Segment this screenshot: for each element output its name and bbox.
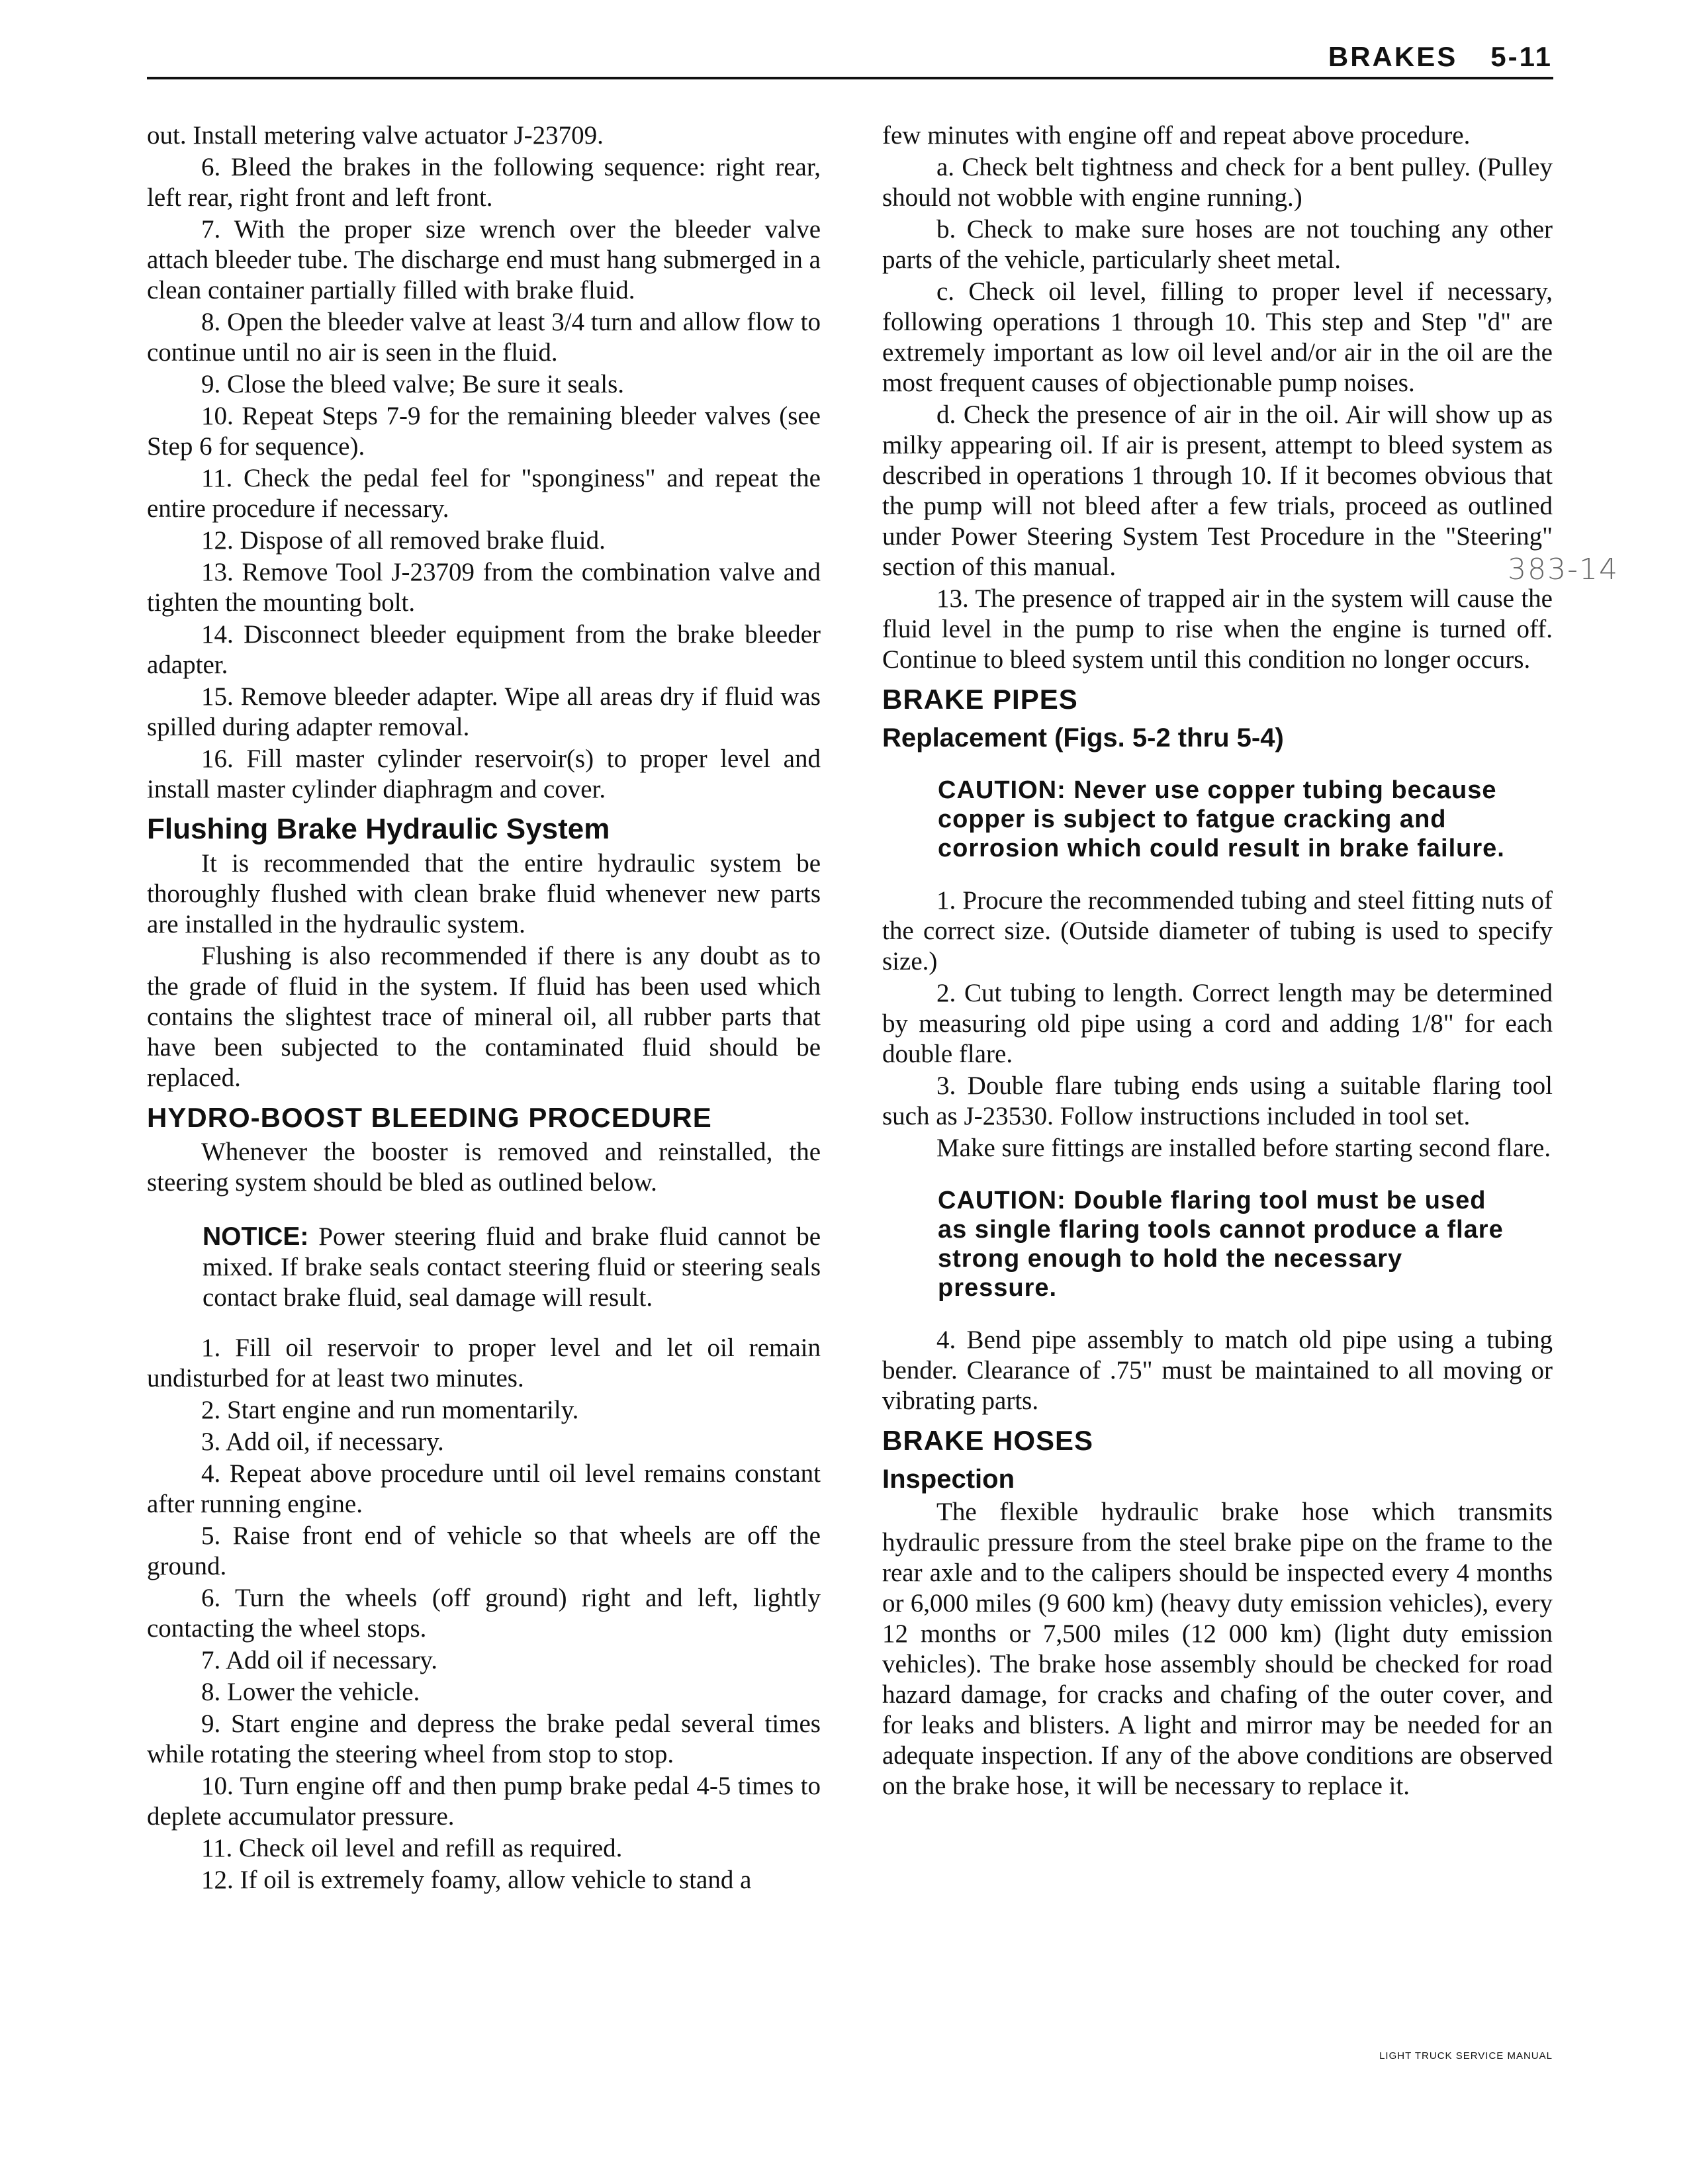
paragraph: 10. Turn engine off and then pump brake pedal 4-5 times to deplete accumulator pressure. [147, 1772, 821, 1831]
paragraph: 3. Add oil, if necessary. [201, 1428, 444, 1456]
notice-box [203, 1222, 821, 1313]
paragraph: 1. Fill oil reservoir to proper level and let oil remain undisturbed for at least two minutes. [147, 1334, 821, 1392]
paragraph: 8. Lower the vehicle. [201, 1678, 420, 1706]
paragraph: 7. With the proper size wrench over the bleeder valve attach bleeder tube. The discharge end must hang submerged in a clean container partially filled with brake fluid. [147, 215, 821, 304]
paragraph: 9. Start engine and depress the brake pedal several times while rotating the steering wheel from stop to stop. [147, 1709, 821, 1768]
notice-text: Power steering fluid and brake fluid cannot be mixed. If brake seals contact steering fluid or steering seals contact brake fluid, seal damage will result. [203, 1222, 821, 1312]
caution-box: CAUTION: Never use copper tubing because copper is subject to fatgue cracking and corrosion which could result in brake failure. [938, 776, 1505, 862]
paragraph: Flushing is also recommended if there is any doubt as to the grade of fluid in the system. If fluid has been used which contains the slightest trace of mineral oil, all rubber parts that have been subjected to the contaminated fluid should be replaced. [147, 942, 821, 1092]
paragraph: 3. Double flare tubing ends using a suitable flaring tool such as J-23530. Follow instructions included in tool set. [882, 1071, 1553, 1130]
caution-box: CAUTION: Double flaring tool must be used as single flaring tools cannot produce a flare strong enough to hold the necessary pressure. [938, 1187, 1504, 1302]
subsection-heading: Replacement (Figs. 5-2 thru 5-4) [882, 723, 1284, 752]
paragraph: 8. Open the bleeder valve at least 3/4 turn and allow flow to continue until no air is seen in the fluid. [147, 308, 821, 367]
page-number: 5-11 [1490, 41, 1553, 72]
section-heading: HYDRO-BOOST BLEEDING PROCEDURE [147, 1102, 712, 1133]
paragraph: 2. Start engine and run momentarily. [201, 1396, 579, 1424]
paragraph: 4. Bend pipe assembly to match old pipe using a tubing bender. Clearance of .75" must be maintained to all moving or vibrating parts. [882, 1326, 1553, 1415]
subsection-heading: Inspection [882, 1465, 1015, 1494]
paragraph: Make sure fittings are installed before starting second flare. [936, 1134, 1551, 1162]
paragraph: 11. Check oil level and refill as required. [201, 1834, 623, 1862]
paragraph: 5. Raise front end of vehicle so that wheels are off the ground. [147, 1522, 821, 1580]
paragraph: few minutes with engine off and repeat above procedure. [882, 121, 1471, 150]
notice-label: NOTICE: [203, 1222, 309, 1251]
paragraph: 12. Dispose of all removed brake fluid. [201, 526, 606, 555]
section-heading: Flushing Brake Hydraulic System [147, 813, 610, 845]
paragraph: b. Check to make sure hoses are not touching any other parts of the vehicle, particularly sheet metal. [882, 215, 1553, 274]
running-header [1328, 41, 1553, 73]
header-rule [147, 77, 1553, 79]
paragraph: 13. Remove Tool J-23709 from the combination valve and tighten the mounting bolt. [147, 558, 821, 617]
paragraph: out. Install metering valve actuator J-23709. [147, 121, 604, 150]
left-column [147, 120, 821, 1897]
paragraph: 1. Procure the recommended tubing and steel fitting nuts of the correct size. (Outside diameter of tubing is used to specify size.) [882, 886, 1553, 976]
paragraph: 10. Repeat Steps 7-9 for the remaining bleeder valves (see Step 6 for sequence). [147, 402, 821, 461]
paragraph: 12. If oil is extremely foamy, allow vehicle to stand a [201, 1866, 752, 1894]
paragraph-text: d. Check the presence of air in the oil. Air will show up as milky appearing oil. If air is present, attempt to bleed system as described in operations 1 through 10. If it becomes obvious that the pump will not bleed after a few trials, proceed as outlined under Power Steering System Test Procedure in the "Steering" section of this manual. [882, 400, 1553, 581]
paragraph: 11. Check the pedal feel for "sponginess" and repeat the entire procedure if necessary. [147, 464, 821, 523]
section-heading: BRAKE PIPES [882, 684, 1078, 715]
right-column [882, 120, 1619, 1803]
paragraph: 6. Turn the wheels (off ground) right and left, lightly contacting the wheel stops. [147, 1584, 821, 1643]
paragraph: 13. The presence of trapped air in the system will cause the fluid level in the pump to rise when the engine is turned off. Continue to bleed system until this condition no longer occurs. [882, 584, 1553, 674]
footer: LIGHT TRUCK SERVICE MANUAL [1379, 2050, 1553, 2062]
paragraph: 9. Close the bleed valve; Be sure it seals. [201, 370, 625, 398]
paragraph: 2. Cut tubing to length. Correct length may be determined by measuring old pipe using a cord and adding 1/8" for each double flare. [882, 979, 1553, 1068]
handwritten-note: 383-14 [1508, 553, 1619, 586]
paragraph: The flexible hydraulic brake hose which transmits hydraulic pressure from the steel brake pipe on the frame to the rear axle and to the calipers should be inspected every 4 months or 6,000 miles (9 600 km) (heavy duty emission vehicles), every 12 months or 7,500 miles (12 000 km) (light duty emission vehicles). The brake hose assembly should be checked for road hazard damage, for cracks and chafing of the outer cover, and for leaks and blisters. A light and mirror may be needed for an adequate inspection. If any of the above conditions are observed on the brake hose, it will be necessary to replace it. [882, 1498, 1553, 1800]
paragraph: 6. Bleed the brakes in the following sequence: right rear, left rear, right front and left front. [147, 153, 821, 212]
paragraph: 15. Remove bleeder adapter. Wipe all areas dry if fluid was spilled during adapter removal. [147, 682, 821, 741]
paragraph: c. Check oil level, filling to proper level if necessary, following operations 1 through 10. This step and Step "d" are extremely important as low oil level and/or air in the oil are the most frequent causes of objectionable pump noises. [882, 277, 1553, 397]
paragraph [882, 400, 1619, 586]
paragraph: a. Check belt tightness and check for a bent pulley. (Pulley should not wobble with engine running.) [882, 153, 1553, 212]
paragraph: Whenever the booster is removed and reinstalled, the steering system should be bled as outlined below. [147, 1138, 821, 1197]
paragraph: 4. Repeat above procedure until oil level remains constant after running engine. [147, 1459, 821, 1518]
paragraph: It is recommended that the entire hydraulic system be thoroughly flushed with clean brake fluid whenever new parts are installed in the hydraulic system. [147, 849, 821, 938]
section-title: BRAKES [1328, 41, 1458, 72]
paragraph: 16. Fill master cylinder reservoir(s) to proper level and install master cylinder diaphragm and cover. [147, 745, 821, 803]
paragraph: 7. Add oil if necessary. [201, 1646, 438, 1674]
section-heading: BRAKE HOSES [882, 1425, 1094, 1456]
paragraph: 14. Disconnect bleeder equipment from the brake bleeder adapter. [147, 620, 821, 679]
